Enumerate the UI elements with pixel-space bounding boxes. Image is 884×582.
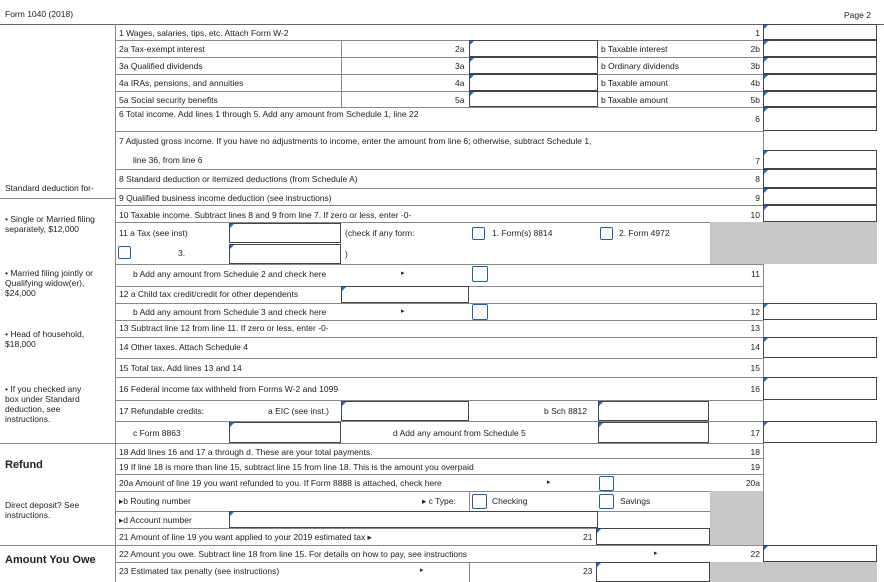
code-20a: 20a [745, 478, 760, 488]
arrow-20a: ▸ [547, 479, 551, 486]
line-19: 19 If line 18 is more than line 15, subtract line 15 from line 18. This is the amount you overpaid [119, 462, 474, 472]
line-16: 16 Federal income tax withheld from Forms W-2 and 1099 [119, 384, 339, 394]
sch-8812-input[interactable] [598, 401, 709, 421]
form-4972-label: 2. Form 4972 [619, 228, 670, 238]
form-4972-checkbox[interactable] [600, 227, 613, 240]
form-8814-label: 1. Form(s) 8814 [492, 228, 553, 238]
arrow-23: ▸ [420, 567, 424, 574]
taxable-income-input[interactable] [763, 205, 877, 222]
line-8: 8 Standard deduction or itemized deductions (from Schedule A) [119, 174, 358, 184]
code-22: 22 [750, 549, 760, 559]
line-11-check: (check if any form: [345, 228, 415, 238]
applied-estimated-tax-input[interactable] [596, 528, 710, 545]
code-6: 6 [755, 114, 760, 124]
total-income-input[interactable] [763, 107, 877, 131]
refund-title: Refund [5, 459, 43, 471]
line-21: 21 Amount of line 19 you want applied to your 2019 estimated tax ▸ [119, 532, 372, 542]
line-2a: 2a Tax-exempt interest [119, 44, 205, 54]
amount-owe-title: Amount You Owe [5, 554, 96, 566]
arrow-11b: ▸ [401, 270, 405, 277]
line-7a: 7 Adjusted gross income. If you have no adjustments to income, enter the amount from line 6; otherwise, subtract Schedule 1, [119, 136, 592, 146]
line-4b: b Taxable amount [601, 78, 668, 88]
shaded-cell [710, 562, 877, 582]
schedule-2-checkbox[interactable] [472, 266, 488, 282]
savings-checkbox[interactable] [599, 494, 614, 509]
line-10: 10 Taxable income. Subtract lines 8 and 9 from line 7. If zero or less, enter -0- [119, 210, 412, 220]
line-5b: b Taxable amount [601, 95, 668, 105]
checked-note: • If you checked any box under Standard deduction, see instructions. [5, 384, 82, 424]
other-taxes-input[interactable] [763, 337, 877, 358]
refundable-total-input[interactable] [763, 421, 877, 443]
line-12-input[interactable] [763, 303, 877, 320]
other-form-checkbox[interactable] [118, 246, 131, 259]
code-12: 12 [750, 307, 760, 317]
line-14: 14 Other taxes. Attach Schedule 4 [119, 342, 248, 352]
hoh-note: • Head of household, $18,000 [5, 329, 85, 349]
line-23: 23 Estimated tax penalty (see instructions) [119, 566, 280, 576]
taxable-interest-input[interactable] [763, 40, 877, 57]
ordinary-dividends-input[interactable] [763, 57, 877, 74]
line-21-code: 21 [583, 532, 593, 542]
line-11b: b Add any amount from Schedule 2 and check here [133, 269, 327, 279]
code-14: 14 [750, 342, 760, 352]
shaded-cell [710, 222, 877, 264]
wages-amount-input[interactable] [763, 24, 877, 40]
arrow-12b: ▸ [401, 308, 405, 315]
line-12a: 12 a Child tax credit/credit for other dependents [119, 289, 299, 299]
form-8888-checkbox[interactable] [599, 476, 614, 491]
line-17c: c Form 8863 [133, 428, 181, 438]
code-15: 15 [750, 363, 760, 373]
line-9: 9 Qualified business income deduction (see instructions) [119, 193, 332, 203]
code-17: 17 [750, 428, 760, 438]
line-17: 17 Refundable credits: [119, 406, 205, 416]
line-7b: line 36, from line 6 [133, 155, 203, 165]
arrow-22: ▸ [654, 550, 658, 557]
line-2a-code: 2a [455, 44, 465, 54]
line-5a: 5a Social security benefits [119, 95, 218, 105]
page-label: Page 2 [844, 10, 871, 20]
header-rule [0, 24, 884, 25]
line-17b: b Sch 8812 [544, 406, 588, 416]
code-5b: 5b [750, 95, 760, 105]
checking-label: Checking [492, 496, 528, 506]
code-7: 7 [755, 156, 760, 166]
checking-checkbox[interactable] [472, 494, 487, 509]
line-4a: 4a IRAs, pensions, and annuities [119, 78, 244, 88]
code-10: 10 [750, 210, 760, 220]
tax-exempt-interest-input[interactable] [469, 40, 598, 57]
line-3b: b Ordinary dividends [601, 61, 679, 71]
form-8863-input[interactable] [229, 422, 341, 443]
single-note: • Single or Married filing separately, $12,000 [5, 214, 95, 234]
child-tax-credit-input[interactable] [341, 286, 469, 303]
direct-deposit-note: Direct deposit? See instructions. [5, 500, 80, 520]
code-18: 18 [750, 447, 760, 457]
line-20b: ▸b Routing number [119, 496, 191, 506]
code-1: 1 [755, 28, 760, 38]
schedule-5-input[interactable] [598, 422, 709, 443]
code-4b: 4b [750, 78, 760, 88]
schedule-3-checkbox[interactable] [472, 304, 488, 320]
line-11a: 11 a Tax (see inst) [119, 228, 188, 238]
code-13: 13 [750, 323, 760, 333]
form-title: Form 1040 (2018) [5, 9, 74, 19]
taxable-ira-input[interactable] [763, 74, 877, 91]
iras-pensions-input[interactable] [469, 74, 598, 91]
line-5a-code: 5a [455, 95, 465, 105]
married-note: • Married filing jointly or Qualifying widow(er), $24,000 [5, 268, 94, 298]
code-16: 16 [750, 384, 760, 394]
estimated-penalty-input[interactable] [596, 562, 710, 582]
qbi-deduction-input[interactable] [763, 188, 877, 205]
line-18: 18 Add lines 16 and 17 a through d. These are your total payments. [119, 447, 373, 457]
line-6: 6 Total income. Add lines 1 through 5. Add any amount from Schedule 1, line 22 [119, 109, 419, 119]
social-security-input[interactable] [469, 91, 598, 107]
shaded-cell [710, 491, 763, 545]
code-2b: 2b [750, 44, 760, 54]
line-13: 13 Subtract line 12 from line 11. If zero or less, enter -0- [119, 323, 329, 333]
line-3a: 3a Qualified dividends [119, 61, 203, 71]
line-15: 15 Total tax. Add lines 13 and 14 [119, 363, 242, 373]
tax-input[interactable] [229, 223, 341, 243]
line-20a: 20a Amount of line 19 you want refunded to you. If Form 8888 is attached, check here [119, 478, 442, 488]
line-1: 1 Wages, salaries, tips, etc. Attach Form W-2 [119, 28, 289, 38]
line-4a-code: 4a [455, 78, 465, 88]
line-20c: ▸ c Type: [422, 496, 456, 506]
other-form-input[interactable] [229, 244, 341, 264]
standard-deduction-input[interactable] [763, 169, 877, 188]
line-12b: b Add any amount from Schedule 3 and check here [133, 307, 327, 317]
std-deduction-title: Standard deduction for- [5, 183, 94, 193]
code-9: 9 [755, 193, 760, 203]
line-11-paren: ) [345, 249, 348, 259]
agi-input[interactable] [763, 150, 877, 169]
form-8814-checkbox[interactable] [472, 227, 485, 240]
withheld-input[interactable] [763, 377, 877, 400]
code-8: 8 [755, 174, 760, 184]
code-19: 19 [750, 462, 760, 472]
line-22: 22 Amount you owe. Subtract line 18 from line 15. For details on how to pay, see instructions [119, 549, 468, 559]
line-17a: a EIC (see inst.) [268, 406, 329, 416]
line-2b: b Taxable interest [601, 44, 668, 54]
line-11-3: 3. [178, 248, 186, 258]
taxable-ss-input[interactable] [763, 91, 877, 107]
eic-input[interactable] [341, 401, 469, 421]
code-11: 11 [751, 269, 760, 279]
code-3b: 3b [750, 61, 760, 71]
line-20d: ▸d Account number [119, 515, 192, 525]
line-3a-code: 3a [455, 61, 465, 71]
account-number-input[interactable] [229, 511, 598, 528]
line-23-code: 23 [583, 566, 593, 576]
line-17d: d Add any amount from Schedule 5 [393, 428, 526, 438]
qualified-dividends-input[interactable] [469, 57, 598, 74]
amount-owe-input[interactable] [763, 545, 877, 562]
savings-label: Savings [620, 496, 651, 506]
